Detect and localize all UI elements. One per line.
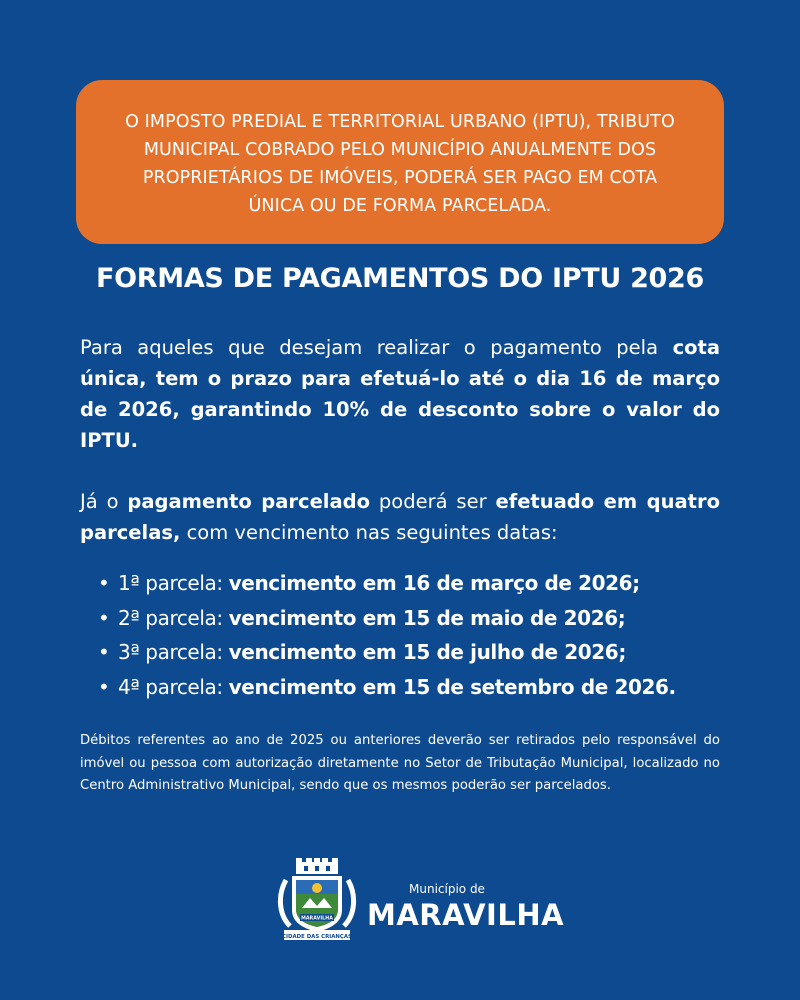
- svg-text:MARAVILHA: MARAVILHA: [301, 916, 333, 922]
- installment-label: 4ª parcela:: [118, 674, 229, 699]
- svg-text:CIDADE DAS CRIANÇAS: CIDADE DAS CRIANÇAS: [282, 934, 352, 940]
- installment-bold-2: efetuado em quatro parcelas,: [80, 490, 720, 544]
- installment-bold-1: pagamento parcelado: [127, 490, 370, 513]
- installment-text-2: poderá ser: [370, 490, 496, 513]
- municipality-name: MARAVILHA: [367, 898, 565, 932]
- list-item: [98, 635, 676, 670]
- installment-text-3: com vencimento nas seguintes datas:: [180, 521, 558, 544]
- municipal-coat-of-arms-icon: [276, 858, 358, 944]
- installment-label: 1ª parcela:: [118, 571, 229, 595]
- installment-due: vencimento em 15 de julho de 2026;: [228, 640, 626, 664]
- single-payment-paragraph: [80, 332, 720, 456]
- installment-due: vencimento em 15 de maio de 2026;: [228, 605, 626, 630]
- bullet-icon: •: [98, 571, 110, 595]
- intro-notice-text: O IMPOSTO PREDIAL E TERRITORIAL URBANO (IPTU), TRIBUTO MUNICIPAL COBRADO PELO MUNICÍPIO ANUALMENTE DOS PROPRIETÁRIOS DE IMÓVEIS, PODERÁ SER PAGO EM COTA ÚNICA OU DE FORMA PARCELADA.: [125, 112, 675, 216]
- list-item: [98, 601, 676, 636]
- municipality-prefix: Município de: [409, 882, 485, 896]
- list-item: [98, 566, 676, 601]
- installment-due: vencimento em 15 de setembro de 2026.: [228, 674, 676, 699]
- debt-footnote: Débitos referentes ao ano de 2025 ou anteriores deverão ser retirados pelo responsável do imóvel ou pessoa com autorização diretamente no Setor de Tributação Municipal, localizado no Centro Administrativo Municipal, sendo que os mesmos poderão ser parcelados.: [80, 733, 720, 793]
- installment-text-1: Já o: [80, 490, 128, 513]
- bullet-icon: •: [98, 640, 110, 664]
- bullet-icon: •: [98, 674, 110, 699]
- intro-notice-box: [76, 80, 724, 244]
- bullet-icon: •: [98, 605, 110, 630]
- installment-due: vencimento em 16 de março de 2026;: [228, 571, 640, 595]
- installment-label: 2ª parcela:: [118, 605, 229, 630]
- installment-paragraph: [80, 486, 720, 548]
- list-item: [98, 670, 676, 705]
- single-payment-details: cota única, tem o prazo para efetuá-lo até o dia 16 de março de 2026, garantindo 10% de desconto sobre o valor do IPTU.: [80, 336, 720, 452]
- municipal-logo: [276, 858, 576, 948]
- page-title: FORMAS DE PAGAMENTOS DO IPTU 2026: [95, 263, 705, 294]
- installment-list: [98, 566, 676, 704]
- installment-label: 3ª parcela:: [118, 640, 229, 664]
- single-payment-intro: Para aqueles que desejam realizar o pagamento pela: [80, 336, 673, 359]
